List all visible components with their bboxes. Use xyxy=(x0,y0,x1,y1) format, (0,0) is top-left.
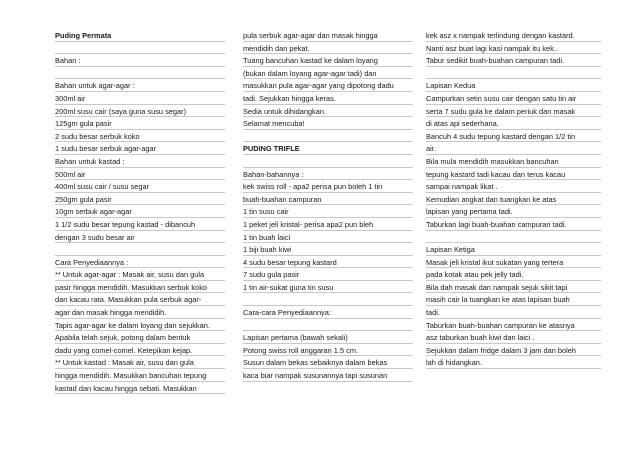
text-line: Potong swiss roll anggaran 1.5 cm. xyxy=(243,345,413,357)
text-line: 7 sudu gula pasir xyxy=(243,269,413,281)
text-line: Campurkan setin susu cair dengan satu tin air xyxy=(426,93,601,105)
text-line: buah-buahan campuran xyxy=(243,194,413,206)
text-line: (bukan dalam loyang agar-agar tadi) dan xyxy=(243,68,413,80)
text-line: Bila mula mendidih masukkan bancuhan xyxy=(426,156,601,168)
text-line: serta 7 sudu gula ke dalam periuk dan masak xyxy=(426,106,601,118)
text-line: Taburkan lagi buah-buahan campuran tadi. xyxy=(426,219,601,231)
text-line: Bahan : xyxy=(55,55,225,67)
text-line: 4 sudu besar tepung kastard xyxy=(243,257,413,269)
text-line: Lapisan Ketiga xyxy=(426,244,601,256)
text-line: pada kotak atau pek jelly tadi. xyxy=(426,269,601,281)
text-line: dadu yang comel-comel. Ketepikan kejap. xyxy=(55,345,225,357)
text-line: Cara-cara Penyediaannya: xyxy=(243,307,413,319)
text-line: 1 tin buah laici xyxy=(243,232,413,244)
text-line: 1 biji buah kiwi xyxy=(243,244,413,256)
text-line: tadi. Sejukkan hingga keras. xyxy=(243,93,413,105)
text-line: lapisan yang pertama tadi. xyxy=(426,206,601,218)
text-line: kek swiss roll - apa2 perisa pun boleh 1 tin xyxy=(243,181,413,193)
text-line: dan kacau rata. Masukkan pula serbuk agar- xyxy=(55,294,225,306)
text-line: tepung kastard tadi kacau dan terus kacau xyxy=(426,169,601,181)
text-line: Sedia untuk dihidangkan. xyxy=(243,106,413,118)
text-line: 500ml air xyxy=(55,169,225,181)
text-line: 300ml air xyxy=(55,93,225,105)
text-line: ** Untuk kastad : Masak air, susu dan gula xyxy=(55,357,225,369)
text-line: air. xyxy=(426,143,601,155)
text-line: Bancuh 4 sudu tepung kastard dengan 1/2 tin xyxy=(426,131,601,143)
text-line: 2 sudu besar serbuk koko xyxy=(55,131,225,143)
text-line: mendidih dan pekat. xyxy=(243,43,413,55)
text-line: 1 1/2 sudu besar tepung kastad - dibancuh xyxy=(55,219,225,231)
text-line: Taburkan buah-buahan campuran ke atasnya xyxy=(426,320,601,332)
text-line: Selamat mencuba! xyxy=(243,118,413,130)
text-line: Tuang bancuhan kastad ke dalam loyang xyxy=(243,55,413,67)
text-line: masukkan pula agar-agar yang dipotong dadu xyxy=(243,80,413,92)
text-line: 1 tin air-sukat guna tin susu xyxy=(243,282,413,294)
text-line: Bila dah masak dan nampak sejuk sikit tapi xyxy=(426,282,601,294)
text-line: Nanti asz buat lagi kasi nampak itu kek.. xyxy=(426,43,601,55)
text-line: 200ml susu cair (saya guna susu segar) xyxy=(55,106,225,118)
text-line xyxy=(55,244,225,256)
text-line: 1 tin susu cair xyxy=(243,206,413,218)
text-line: 400ml susu cair / susu segar xyxy=(55,181,225,193)
text-line: kek asz x nampak terlindung dengan kastard. xyxy=(426,30,601,42)
text-line: Susun dalam bekas sebaiknya dalam bekas xyxy=(243,357,413,369)
text-line xyxy=(55,68,225,80)
text-line: pula serbuk agar-agar dan masak hingga xyxy=(243,30,413,42)
text-line: masih cair la tuangkan ke atas lapisan buah xyxy=(426,294,601,306)
text-line: 1 peket jeli kristal- perisa apa2 pun bleh xyxy=(243,219,413,231)
text-line xyxy=(243,294,413,306)
text-line: Bahan untuk kastad : xyxy=(55,156,225,168)
text-line xyxy=(243,131,413,143)
column-3 xyxy=(426,30,601,370)
text-line: 10gm serbuk agar-agar xyxy=(55,206,225,218)
text-line: asz taburkan buah kiwi dan laici . xyxy=(426,332,601,344)
text-line: hingga mendidih. Masukkan bancuhan tepung xyxy=(55,370,225,382)
text-line: Lapisan pertama (bawah sekali) xyxy=(243,332,413,344)
text-line: Bahan untuk agar-agar : xyxy=(55,80,225,92)
text-line xyxy=(426,68,601,80)
text-line: tadi. xyxy=(426,307,601,319)
text-line: Bahan-bahannya : xyxy=(243,169,413,181)
text-line: Apabila telah sejuk, potong dalam bentuk xyxy=(55,332,225,344)
text-line: sampai nampak likat . xyxy=(426,181,601,193)
recipe-title: PUDING TRIFLE xyxy=(243,143,413,155)
text-line: agar dan masak hingga mendidih. xyxy=(55,307,225,319)
text-line xyxy=(55,43,225,55)
text-line: Sejukkan dalam fridge dalam 3 jam dan boleh xyxy=(426,345,601,357)
text-line: pasir hingga mendidih. Masukkan serbuk koko xyxy=(55,282,225,294)
text-line: Tabur sedikit buah-buahan campuran tadi. xyxy=(426,55,601,67)
text-line: lah di hidangkan. xyxy=(426,357,601,369)
text-line xyxy=(426,232,601,244)
text-line: Masak jeli kristal ikut sukatan yang tertera xyxy=(426,257,601,269)
text-line: 250gm gula pasir xyxy=(55,194,225,206)
text-line xyxy=(243,320,413,332)
text-line xyxy=(243,156,413,168)
text-line: Kemudian angkat dan tuangkan ke atas xyxy=(426,194,601,206)
column-2 xyxy=(243,30,413,383)
text-line: di atas api sederhana. xyxy=(426,118,601,130)
text-line: Cara Penyediaannya : xyxy=(55,257,225,269)
text-line: 1 sudu besar serbuk agar-agar xyxy=(55,143,225,155)
text-line: kastad dan kacau hingga sebati. Masukkan xyxy=(55,383,225,395)
recipe-title: Puding Permata xyxy=(55,30,225,42)
text-line: dengan 3 sudu besar air xyxy=(55,232,225,244)
text-line: Tapis agar-agar ke dalam loyang dan sejukkan. xyxy=(55,320,225,332)
text-line: ** Untuk agar-agar : Masak air, susu dan gula xyxy=(55,269,225,281)
text-line: kaca biar nampak susunannya tapi susunan xyxy=(243,370,413,382)
text-line: Lapisan Kedua xyxy=(426,80,601,92)
text-line: 125gm gula pasir xyxy=(55,118,225,130)
column-1 xyxy=(55,30,225,395)
